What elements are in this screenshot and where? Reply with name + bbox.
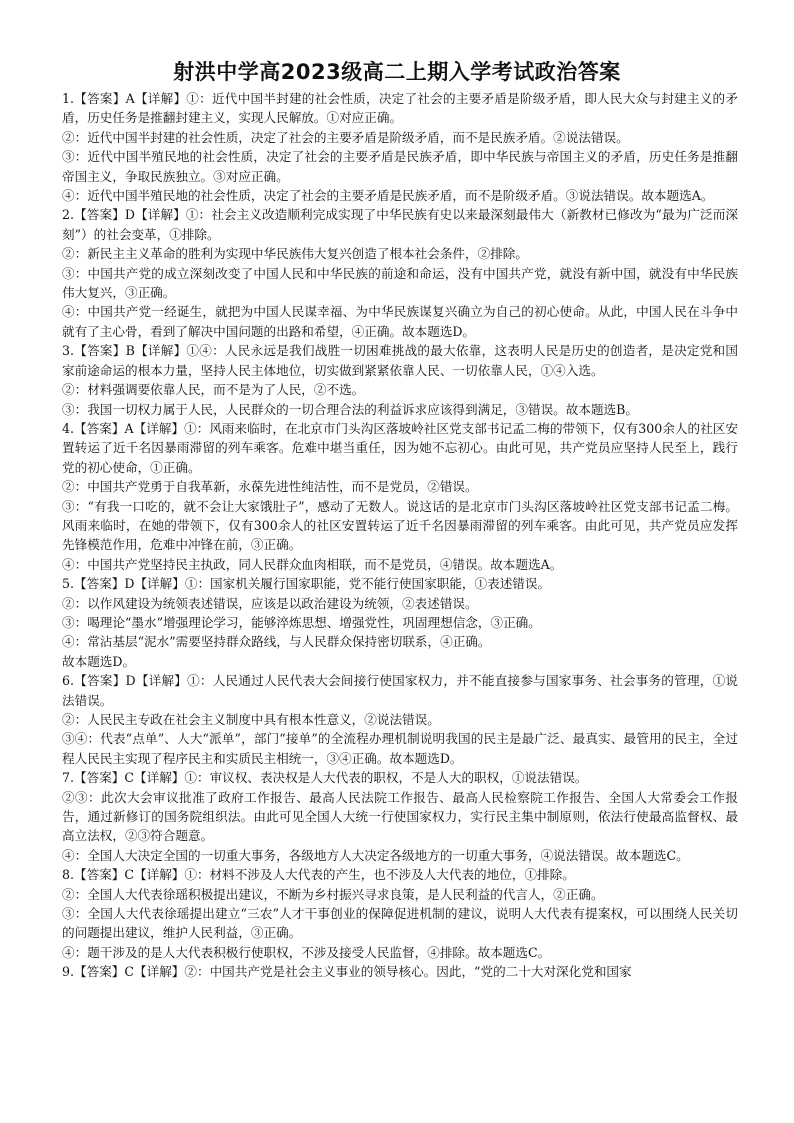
answer-paragraph: 6.【答案】D【详解】①：人民通过人民代表大会间接行使国家权力，并不能直接参与国家事务、社会事务的管理，①说法错误。	[62, 673, 738, 708]
answer-paragraph: ②：人民民主专政在社会主义制度中具有根本性意义，②说法错误。	[62, 712, 440, 727]
answer-paragraph: 8.【答案】C【详解】①：材料不涉及人大代表的产生，也不涉及人大代表的地位，①排除。	[62, 867, 575, 883]
answer-paragraph: 5.【答案】D【详解】①：国家机关履行国家职能，党不能行使国家职能，①表述错误。	[62, 576, 551, 592]
answer-paragraph: ③④：代表“点单”、人大“派单”，部门“接单”的全流程办理机制说明我国的民主是最广泛、最真实、最管用的民主，全过程人民民主实现了程序民主和实质民主相统一，③④正确。故本题选D。	[62, 731, 738, 766]
answer-paragraph: ③：“有我一口吃的，就不会让大家饿肚子”，感动了无数人。说这话的是北京市门头沟区落坡岭社区党支部书记孟二梅。风雨来临时，在她的带领下，仅有300余人的社区安置转运了近千名因暴雨滞留的列车乘客。由此可见，共产党员应发挥先锋模范作用，危难中冲锋在前，③正确。	[62, 498, 738, 553]
answer-paragraph: 4.【答案】A【详解】①：风雨来临时，在北京市门头沟区落坡岭社区党支部书记孟二梅的带领下，仅有300余人的社区安置转运了近千名因暴雨滞留的列车乘客。危难中堪当重任，因为她不忘初心。由此可见，共产党员应坚持人民至上，践行党的初心使命，①正确。	[62, 420, 738, 475]
answer-paragraph: ②：全国人大代表徐瑶积极提出建议，不断为乡村振兴寻求良策，是人民利益的代言人，②正确。	[62, 886, 604, 902]
answer-paragraph: 7.【答案】C【详解】①：审议权、表决权是人大代表的职权，不是人大的职权，①说法错误。	[62, 770, 588, 786]
answer-paragraph: ③：喝理论“墨水”增强理论学习，能够淬炼思想、增强党性，巩固理想信念，③正确。	[62, 614, 541, 630]
answer-paragraph: ④：近代中国半殖民地的社会性质，决定了社会的主要矛盾是民族矛盾，而不是阶级矛盾。③说法错误。故本题选A。	[62, 188, 714, 204]
answer-paragraph: ④：中国共产党坚持民主执政，同人民群众血肉相联，而不是党员，④错误。故本题选A。	[62, 556, 563, 572]
answer-paragraph: ②：中国共产党勇于自我革新，永葆先进性纯洁性，而不是党员，②错误。	[62, 479, 478, 495]
page-title: 射洪中学高2023级高二上期入学考试政治答案	[173, 60, 621, 84]
answer-paragraph: ②：以作风建设为统领表述错误，应该是以政治建设为统领，②表述错误。	[62, 595, 478, 611]
answer-paragraph: ④：全国人大决定全国的一切重大事务，各级地方人大决定各级地方的一切重大事务，④说法错误。故本题选C。	[62, 847, 689, 863]
answer-paragraph: 9.【答案】C【详解】②：中国共产党是社会主义事业的领导核心。因此，“党的二十大对深化党和国家	[62, 964, 632, 980]
answer-paragraph: 3.【答案】B【详解】①④：人民永远是我们战胜一切困难挑战的最大依靠，这表明人民是历史的创造者，是决定党和国家前途命运的根本力量，坚持人民主体地位，切实做到紧紧依靠人民、一切依靠人民，①④入选。	[62, 343, 738, 378]
answer-paragraph: 1.【答案】A【详解】①：近代中国半封建的社会性质，决定了社会的主要矛盾是阶级矛盾，即人民大众与封建主义的矛盾，历史任务是推翻封建主义，实现人民解放。①对应正确。	[62, 91, 738, 126]
answer-paragraph: ③：近代中国半殖民地的社会性质，决定了社会的主要矛盾是民族矛盾，即中华民族与帝国主义的矛盾，历史任务是推翻帝国主义，争取民族独立。③对应正确。	[62, 149, 738, 184]
answer-paragraph: ③：全国人大代表徐瑶提出建立“三农”人才干事创业的保障促进机制的建议，说明人大代表有提案权，可以围绕人民关切的问题提出建议，维护人民利益，③正确。	[62, 906, 738, 941]
answer-paragraph: ②：新民主主义革命的胜利为实现中华民族伟大复兴创造了根本社会条件，②排除。	[62, 246, 528, 262]
answer-paragraph: 2.【答案】D【详解】①：社会主义改造顺利完成实现了中华民族有史以来最深刻最伟大（新教材已修改为“最为广泛而深刻”）的社会变革，①排除。	[62, 207, 738, 242]
answer-paragraph: ②③：此次大会审议批准了政府工作报告、最高人民法院工作报告、最高人民检察院工作报告、全国人大常委会工作报告，通过新修订的国务院组织法。由此可见全国人大统一行使国家权力，实行民主集中制原则，依法行使最高监督权、最高立法权，②③符合题意。	[62, 789, 738, 844]
answer-paragraph: ②：近代中国半封建的社会性质，决定了社会的主要矛盾是阶级矛盾，而不是民族矛盾。②说法错误。	[62, 129, 629, 145]
answer-content	[62, 89, 738, 982]
answer-paragraph: ③：我国一切权力属于人民，人民群众的一切合理合法的利益诉求应该得到满足，③错误。故本题选B。	[62, 401, 638, 417]
answer-paragraph: ④：题干涉及的是人大代表积极行使职权，不涉及接受人民监督，④排除。故本题选C。	[62, 944, 551, 960]
answer-paragraph: ④：常沾基层“泥水”需要坚持群众路线，与人民群众保持密切联系，④正确。	[62, 634, 491, 650]
answer-paragraph: ④：中国共产党一经诞生，就把为中国人民谋幸福、为中华民族谋复兴确立为自己的初心使命。从此，中国人民在斗争中就有了主心骨，看到了解决中国问题的出路和希望，④正确。故本题选D。	[62, 304, 738, 339]
answer-paragraph: ②：材料强调要依靠人民，而不是为了人民，②不选。	[62, 382, 365, 398]
answer-paragraph: ③：中国共产党的成立深刻改变了中国人民和中华民族的前途和命运，没有中国共产党，就没有新中国，就没有中华民族伟大复兴，③正确。	[62, 265, 738, 301]
answer-paragraph: 故本题选D。	[62, 653, 136, 669]
